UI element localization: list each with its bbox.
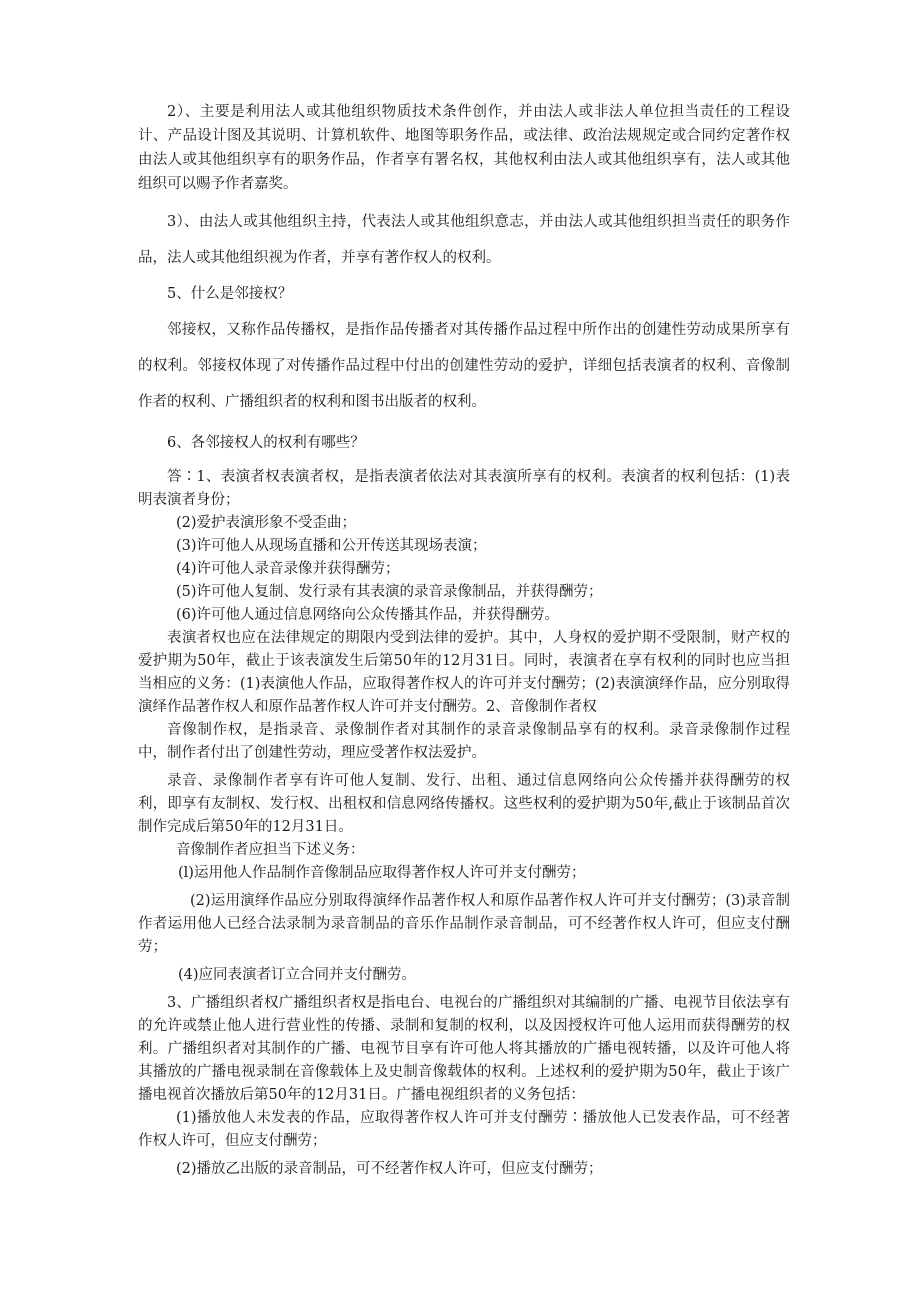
list-item: (1)播放他人未发表的作品，应取得著作权人许可并支付酬劳∶播放他人已发表作品，可不经著作权人许可，但应支付酬劳； (138, 1110, 790, 1149)
para-av-obligations-heading: 音像制作者应担当下述义务： (176, 842, 365, 858)
para-neighboring-rights: 邻接权，又称作品传播权，是指作品传播者对其传播作品过程中所作出的创建性劳动成果所享有的权利。邻接权体现了对传播作品过程中付出的创建性劳动的爱护，详细包括表演者的权利、音像制作者的权利、广播组织者的权利和图书出版者的权利。 (138, 322, 790, 410)
list-item: (2)运用演绎作品应分别取得演绎作品著作权人和原作品著作权人许可并支付酬劳；(3)录音制作者运用他人已经合法录制为录音制品的音乐作品制作录音制品，可不经著作权人许可，但应支付酬劳； (138, 893, 790, 955)
heading-5: 5、什么是邻接权？ (167, 286, 293, 302)
list-item: (2)爱护表演形象不受歪曲； (176, 515, 357, 531)
list-item: (2)播放乙出版的录音制品，可不经著作权人许可，但应支付酬劳； (176, 1161, 603, 1177)
list-item: (5)许可他人复制、发行录有其表演的录音录像制品，并获得酬劳； (176, 584, 603, 600)
list-item: (6)许可他人通过信息网络向公众传播其作品，并获得酬劳。 (176, 607, 560, 623)
para-av-rights: 音像制作权，是指录音、录像制作者对其制作的录音录像制品享有的权利。录音录像制作过程中，制作者付出了创建性劳动，理应受著作权法爱护。 (138, 722, 790, 761)
list-item: (l)运用他人作品制作音像制品应取得著作权人许可并支付酬劳； (178, 865, 586, 881)
list-item: (4)应同表演者订立合同并支付酬劳。 (178, 967, 417, 983)
para-answer: 答∶1、表演者权表演者权，是指表演者依法对其表演所享有的权利。表演者的权利包括：(1)表明表演者身份； (138, 469, 790, 508)
heading-6: 6、各邻接权人的权利有哪些？ (167, 435, 365, 451)
para-av-producer-rights: 录音、录像制作者享有许可他人复制、发行、出租、通过信息网络向公众传播并获得酬劳的权利，即享有友制权、发行权、出租权和信息网络传播权。这些权利的爱护期为50年,截止于该制品首次制作完成后第50年的12月31日。 (138, 773, 790, 835)
para-1: 2）、主要是利用法人或其他组织物质技术条件创作，并由法人或非法人单位担当责任的工程设计、产品设计图及其说明、计算机软件、地图等职务作品，或法律、政治法规规定或合同约定著作权由法人或其他组织享有的职务作品，作者享有署名权，其他权利由法人或其他组织享有，法人或其他组织可以赐予作者嘉奖。 (138, 104, 790, 192)
document-page (138, 100, 790, 1181)
para-broadcaster-rights: 3、广播组织者权广播组织者权是指电台、电视台的广播组织对其编制的广播、电视节目依法享有的允许或禁止他人进行营业性的传播、录制和复制的权利，以及因授权许可他人运用而获得酬劳的权利。广播组织者对其制作的广播、电视节目享有许可他人将其播放的广播电视转播，以及许可他人将其播放的广播电视录制在音像载体上及史制音像载体的权利。上述权利的爱护期为50年，截止于该广播电视首次播放后第50年的12月31日。广播电视组织者的义务包括： (138, 995, 790, 1103)
list-item: (4)许可他人录音录像并获得酬劳； (176, 561, 400, 577)
list-item: (3)许可他人从现场直播和公开传送其现场表演； (176, 538, 487, 554)
para-performer-term: 表演者权也应在法律规定的期限内受到法律的爱护。其中，人身权的爱护期不受限制，财产权的爱护期为50年，截止于该表演发生后第50年的12月31日。同时，表演者在享有权利的同时也应当担当相应的义务：(1)表演他人作品，应取得著作权人的许可并支付酬劳；(2)表演演绎作品，应分别取得演绎作品著作权人和原作品著作权人许可并支付酬劳。2、音像制作者权 (138, 630, 790, 715)
para-2: 3）、由法人或其他组织主持，代表法人或其他组织意志，并由法人或其他组织担当责任的职务作品，法人或其他组织视为作者，并享有著作权人的权利。 (138, 214, 790, 266)
